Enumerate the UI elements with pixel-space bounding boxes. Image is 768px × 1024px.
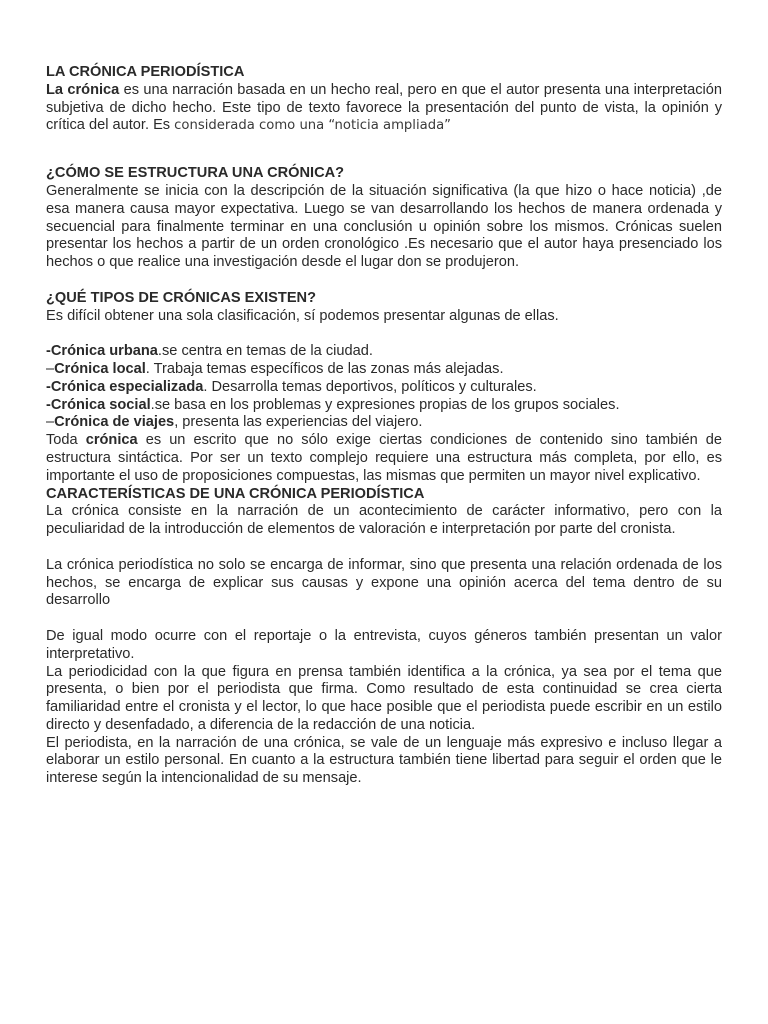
- types-intro: Es difícil obtener una sola clasificación, sí podemos presentar algunas de ellas.: [46, 307, 559, 324]
- structure-heading: ¿CÓMO SE ESTRUCTURA UNA CRÓNICA?: [46, 165, 345, 182]
- list-item: -Crónica especializada. Desarrolla temas deportivos, políticos y culturales.: [46, 378, 537, 395]
- structure-paragraph: Generalmente se inicia con la descripción de la situación significativa (la que hizo o hace noticia) ,de esa manera causa mayor expectativa. Luego se van desarrollando los hechos de manera ordenada y secuencial para finalmente terminar en una conclusión u opinión sobre los mismos. Crónicas suelen presentar los hechos a partir de un orden cronológico .Es necesario que el autor haya presenciado los hechos o que realice una investigación desde el lugar don se produjeron.: [46, 182, 722, 271]
- intro-bold-lead: La crónica: [46, 81, 120, 98]
- intro-paragraph: [46, 82, 722, 135]
- list-item: -Crónica social.se basa en los problemas y expresiones propias de los grupos sociales.: [46, 396, 620, 413]
- list-item: –Crónica local. Trabaja temas específicos de las zonas más alejadas.: [46, 360, 504, 377]
- features-paragraph-1: La crónica consiste en la narración de un acontecimiento de carácter informativo, pero con la peculiaridad de la introducción de elementos de valoración e interpretación por parte del cronista.: [46, 503, 722, 538]
- list-item: –Crónica de viajes, presenta las experiencias del viajero.: [46, 414, 423, 431]
- types-list: [46, 343, 722, 432]
- features-paragraph-3: De igual modo ocurre con el reportaje o la entrevista, cuyos géneros también presentan un valor interpretativo.: [46, 627, 722, 662]
- intro-text: es una narración basada en un hecho real, pero en que el autor presenta una interpretación subjetiva de dicho hecho. Este tipo de texto favorece la presentación del punto de vista, la opinión y crítica del autor. Es: [46, 81, 722, 134]
- document-title: LA CRÓNICA PERIODÍSTICA: [46, 64, 245, 80]
- features-heading: CARACTERÍSTICAS DE UNA CRÓNICA PERIODÍSTICA: [46, 485, 425, 502]
- types-closing-paragraph: Toda crónica es un escrito que no sólo exige ciertas condiciones de contenido sino también de estructura sintáctica. Por ser un texto complejo requiere una estructura más completa, por ello, es importante el uso de proposiciones compuestas, las mismas que permiten un mayor nivel explicativo.: [46, 432, 722, 484]
- features-paragraph-2: La crónica periodística no solo se encarga de informar, sino que presenta una relación ordenada de los hechos, se encarga de explicar sus causas y expone una opinión acerca del tema dentro de su desarrollo: [46, 556, 722, 609]
- types-heading: ¿QUÉ TIPOS DE CRÓNICAS EXISTEN?: [46, 289, 317, 306]
- list-item: -Crónica urbana.se centra en temas de la ciudad.: [46, 343, 373, 360]
- features-paragraph-5: El periodista, en la narración de una crónica, se vale de un lenguaje más expresivo e incluso llegar a elaborar un estilo personal. En cuanto a la estructura también tiene libertad para seguir el orden que le interese según la intencionalidad de su mensaje.: [46, 734, 722, 787]
- features-paragraph-4: La periodicidad con la que figura en prensa también identifica a la crónica, ya sea por el tema que presenta, o bien por el periodista que firma. Como resultado de esta continuidad se crea cierta familiaridad entre el cronista y el lector, lo que hace posible que el periodista puede escribir en un estilo directo y desenfadado, a diferencia de la redacción de una noticia.: [46, 663, 722, 733]
- intro-soft-text: considerada como una “noticia ampliada”: [174, 118, 451, 134]
